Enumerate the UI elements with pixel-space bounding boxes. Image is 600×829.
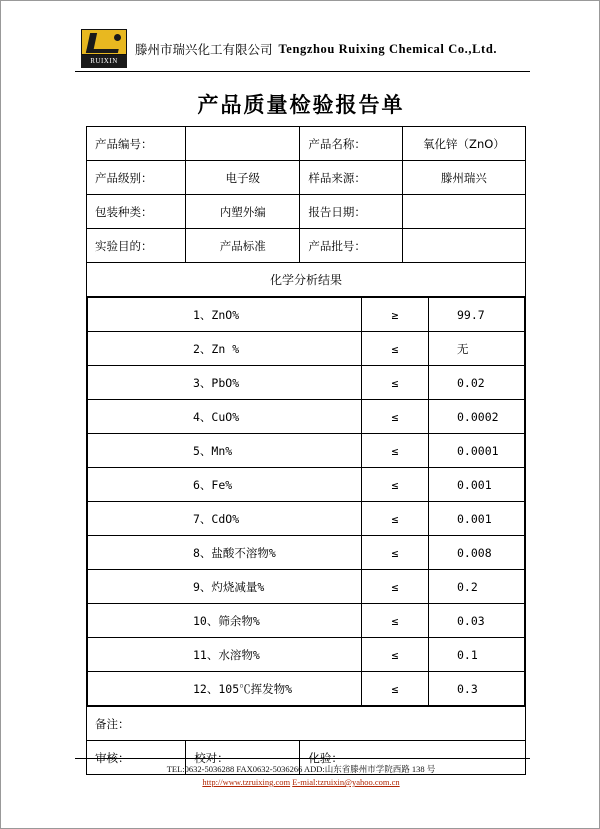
analysis-section-heading: 化学分析结果	[87, 263, 526, 297]
analysis-item-operator: ≤	[362, 570, 429, 604]
analysis-item-operator: ≤	[362, 332, 429, 366]
analysis-item-value: 0.0001	[429, 434, 525, 468]
field-label-test-purpose: 实验目的：	[87, 229, 186, 263]
analysis-item-operator: ≤	[362, 502, 429, 536]
analysis-item-value: 0.2	[429, 570, 525, 604]
analysis-row	[88, 468, 525, 502]
field-value-product-name[interactable]: 氧化锌（ZnO）	[402, 127, 525, 161]
analysis-item-name: 3、PbO%	[88, 366, 362, 400]
field-value-package-type[interactable]: 内塑外编	[186, 195, 300, 229]
field-label-batch-no: 产品批号：	[300, 229, 402, 263]
signature-assay-label: 化验：	[300, 741, 526, 775]
analysis-item-name: 10、筛余物%	[88, 604, 362, 638]
analysis-item-name: 6、Fe%	[88, 468, 362, 502]
analysis-item-operator: ≤	[362, 672, 429, 706]
field-value-product-grade[interactable]: 电子级	[186, 161, 300, 195]
footer-email-link[interactable]: E-mial:tzruixin@yahoo.com.cn	[292, 777, 400, 787]
analysis-row	[88, 536, 525, 570]
analysis-item-value: 0.0002	[429, 400, 525, 434]
analysis-row	[88, 434, 525, 468]
analysis-item-value: 0.001	[429, 502, 525, 536]
table-row	[87, 297, 526, 707]
footer-website-link[interactable]: http://www.tzruixing.com	[202, 777, 291, 787]
signature-review-label: 审核：	[87, 741, 186, 775]
analysis-item-value: 0.008	[429, 536, 525, 570]
table-row	[87, 263, 526, 297]
company-name-en: Tengzhou Ruixing Chemical Co.,Ltd.	[278, 41, 498, 56]
analysis-results-cell	[87, 297, 526, 707]
analysis-item-name: 2、Zn %	[88, 332, 362, 366]
analysis-item-operator: ≤	[362, 434, 429, 468]
analysis-row	[88, 638, 525, 672]
analysis-item-value: 0.1	[429, 638, 525, 672]
analysis-item-name: 1、ZnO%	[88, 298, 362, 332]
analysis-item-name: 7、CdO%	[88, 502, 362, 536]
document-header	[81, 27, 531, 71]
table-row	[87, 127, 526, 161]
analysis-item-name: 4、CuO%	[88, 400, 362, 434]
analysis-item-value: 0.3	[429, 672, 525, 706]
remark-label: 备注：	[87, 707, 526, 741]
analysis-item-operator: ≤	[362, 536, 429, 570]
footer-contact-line: TEL:0632-5036288 FAX0632-5036266 ADD:山东省滕州市学院西路 138 号	[166, 764, 436, 774]
analysis-row	[88, 298, 525, 332]
analysis-row	[88, 366, 525, 400]
company-name-cn: 滕州市瑞兴化工有限公司	[135, 42, 273, 57]
analysis-item-name: 12、105℃挥发物%	[88, 672, 362, 706]
analysis-item-value: 0.03	[429, 604, 525, 638]
analysis-item-operator: ≤	[362, 604, 429, 638]
header-divider	[75, 71, 530, 72]
analysis-item-value: 0.02	[429, 366, 525, 400]
table-row	[87, 707, 526, 741]
field-label-package-type: 包装种类：	[87, 195, 186, 229]
analysis-table	[87, 297, 525, 706]
field-label-report-date: 报告日期：	[300, 195, 402, 229]
analysis-item-operator: ≤	[362, 366, 429, 400]
analysis-item-operator: ≤	[362, 400, 429, 434]
analysis-item-name: 9、灼烧减量%	[88, 570, 362, 604]
field-value-sample-source[interactable]: 滕州瑞兴	[402, 161, 525, 195]
analysis-item-name: 11、水溶物%	[88, 638, 362, 672]
table-row	[87, 161, 526, 195]
analysis-item-name: 5、Mn%	[88, 434, 362, 468]
page-title: 产品质量检验报告单	[197, 93, 405, 117]
analysis-item-operator: ≥	[362, 298, 429, 332]
signature-proof-label: 校对：	[186, 741, 300, 775]
field-value-report-date[interactable]	[402, 195, 525, 229]
analysis-item-operator: ≤	[362, 468, 429, 502]
table-row	[87, 195, 526, 229]
logo-mark	[81, 29, 127, 55]
analysis-row	[88, 400, 525, 434]
analysis-item-value: 99.7	[429, 298, 525, 332]
logo-wordmark: RUIXIN	[81, 55, 127, 68]
field-label-sample-source: 样品来源：	[300, 161, 402, 195]
field-label-product-name: 产品名称：	[300, 127, 402, 161]
analysis-row	[88, 604, 525, 638]
field-value-batch-no[interactable]	[402, 229, 525, 263]
analysis-row	[88, 672, 525, 706]
analysis-item-operator: ≤	[362, 638, 429, 672]
field-value-test-purpose[interactable]: 产品标准	[186, 229, 300, 263]
company-logo-icon	[81, 29, 127, 69]
analysis-row	[88, 570, 525, 604]
analysis-item-value: 无	[429, 332, 525, 366]
report-table	[86, 126, 526, 775]
field-value-product-code[interactable]	[186, 127, 300, 161]
table-row	[87, 229, 526, 263]
logo-dot-shape	[114, 34, 121, 41]
analysis-item-name: 8、盐酸不溶物%	[88, 536, 362, 570]
footer-divider	[75, 758, 530, 759]
field-label-product-code: 产品编号：	[87, 127, 186, 161]
analysis-item-value: 0.001	[429, 468, 525, 502]
document-footer	[1, 763, 600, 789]
field-label-product-grade: 产品级别：	[87, 161, 186, 195]
analysis-row	[88, 332, 525, 366]
analysis-row	[88, 502, 525, 536]
